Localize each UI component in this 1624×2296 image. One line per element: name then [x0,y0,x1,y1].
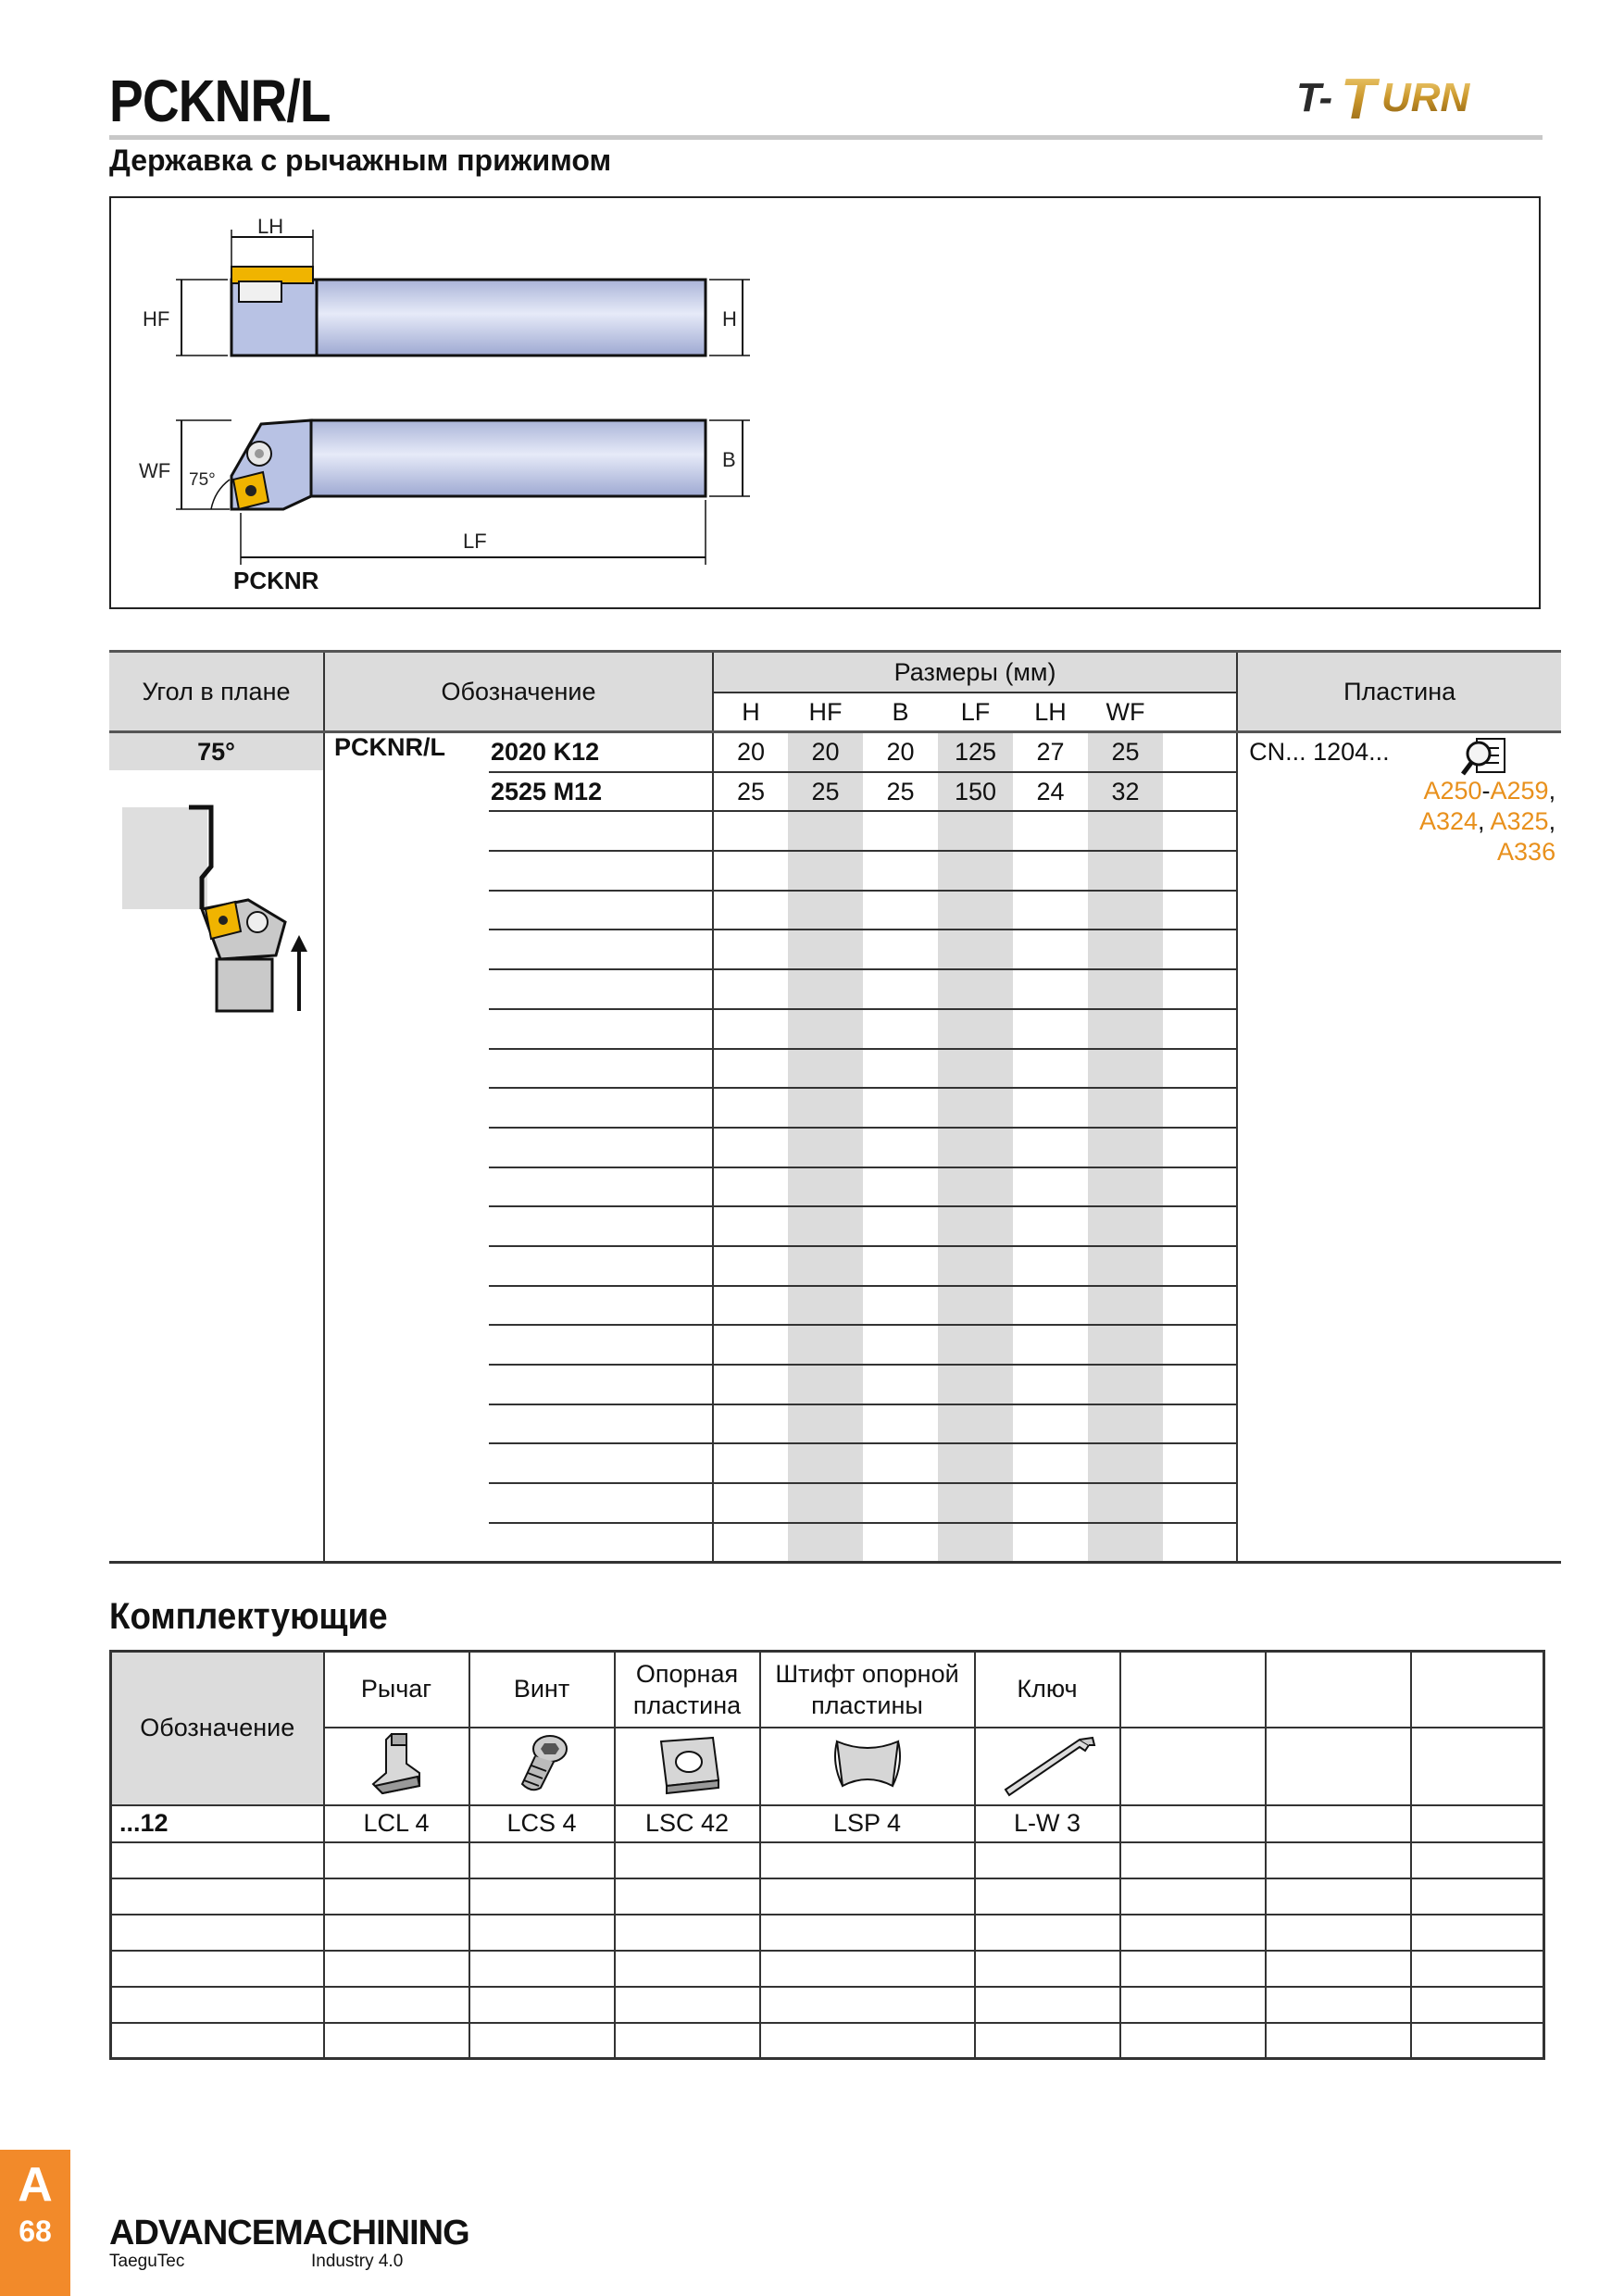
angle-cell [109,732,324,1563]
cell-lh: 24 [1013,772,1088,812]
acc-screw: LCS 4 [469,1805,615,1842]
acc-shim-pin: LSP 4 [760,1805,975,1842]
svg-text:URN: URN [1381,75,1470,120]
page-tab [0,2150,70,2296]
acc-col-shim: Опорная пластина [615,1652,760,1728]
model-label: PCKNR [233,567,319,594]
acc-col-designation: Обозначение [111,1652,324,1805]
col-insert: Пластина [1237,652,1561,732]
footer-logo-left: TaeguTec [109,2252,185,2271]
dim-angle: 75° [189,470,216,490]
angle-value: 75° [109,733,323,770]
table-row [109,732,1561,772]
table-row [111,1878,1544,1915]
dim-hf: HF [143,307,170,331]
footer-logo-right: Industry 4.0 [311,2252,404,2271]
series-cell: PCKNR/L [324,732,489,1563]
table-row [111,1842,1544,1878]
screw-icon [509,1728,574,1797]
cell-wf: 25 [1088,732,1163,772]
acc-col-lever: Рычаг [324,1652,469,1728]
dim-h: H [722,307,737,331]
insert-orientation-icon [109,800,324,1022]
cell-hf: 25 [788,772,863,812]
cell-lf: 125 [938,732,1013,772]
table-row [111,2023,1544,2059]
acc-key: L-W 3 [975,1805,1120,1842]
t-turn-logo [1296,65,1546,130]
cell-h: 25 [713,772,788,812]
cell-lf: 150 [938,772,1013,812]
acc-shim: LSC 42 [615,1805,760,1842]
cell-lh: 27 [1036,737,1065,766]
acc-designation: ...12 [111,1805,324,1842]
col-wf: WF [1088,693,1163,732]
dim-wf: WF [139,459,171,482]
page-title: PCKNR/L [109,68,331,134]
section-letter: A [18,2158,53,2212]
svg-text:T: T [1341,68,1376,130]
header-rule [109,135,1543,140]
col-angle: Угол в плане [109,652,324,732]
cell-b: 20 [886,737,915,766]
col-hf: HF [788,693,863,732]
hex-key-icon [996,1728,1098,1797]
col-h: H [713,693,788,732]
table-row [111,1951,1544,1987]
col-lf: LF [938,693,1013,732]
cell-h: 20 [713,732,788,772]
acc-col-shim-pin: Штифт опорной пластины [760,1652,975,1728]
col-b: B [863,693,938,732]
holder-table [109,650,1561,1564]
lever-image [324,1728,469,1805]
page-subtitle: Державка с рычажным прижимом [109,144,612,177]
col-dimensions: Размеры (мм) [713,652,1237,693]
tool-drawing [111,198,1543,611]
key-image [975,1728,1120,1805]
insert-cell [1237,732,1561,1563]
acc-col-key: Ключ [975,1652,1120,1728]
table-row [111,1915,1544,1951]
table-row [111,1987,1544,2023]
table-row [111,1805,1544,1842]
designation-code: 2020 K12 [491,737,600,766]
col-designation: Обозначение [324,652,713,732]
dim-b: B [722,448,736,471]
shim-pin-icon [826,1728,909,1797]
acc-lever: LCL 4 [324,1805,469,1842]
dim-lh: LH [257,215,284,238]
screw-image [469,1728,615,1805]
col-lh: LH [1013,693,1088,732]
footer-logo-main: ADVANCEMACHINING [109,2214,469,2252]
designation-code: 2525 M12 [489,772,713,812]
lever-icon [364,1728,429,1797]
svg-text:T-: T- [1296,75,1333,120]
accessories-table [109,1650,1545,2060]
acc-col-screw: Винт [469,1652,615,1728]
tool-drawing-box [109,196,1541,609]
shim-icon [648,1728,726,1797]
insert-page-refs[interactable]: A250-A259, A324, A325, A336 [1418,777,1556,866]
insert-code: CN... 1204... [1249,738,1390,766]
magnifier-icon[interactable] [1460,735,1510,778]
cell-wf: 32 [1088,772,1163,812]
page-number: 68 [19,2215,52,2248]
shim-image [615,1728,760,1805]
cell-hf: 20 [788,732,863,772]
dim-lf: LF [463,530,487,553]
cell-b: 25 [863,772,938,812]
footer-logo [109,2215,469,2272]
accessories-title: Комплектующие [109,1596,388,1637]
shim-pin-image [760,1728,975,1805]
